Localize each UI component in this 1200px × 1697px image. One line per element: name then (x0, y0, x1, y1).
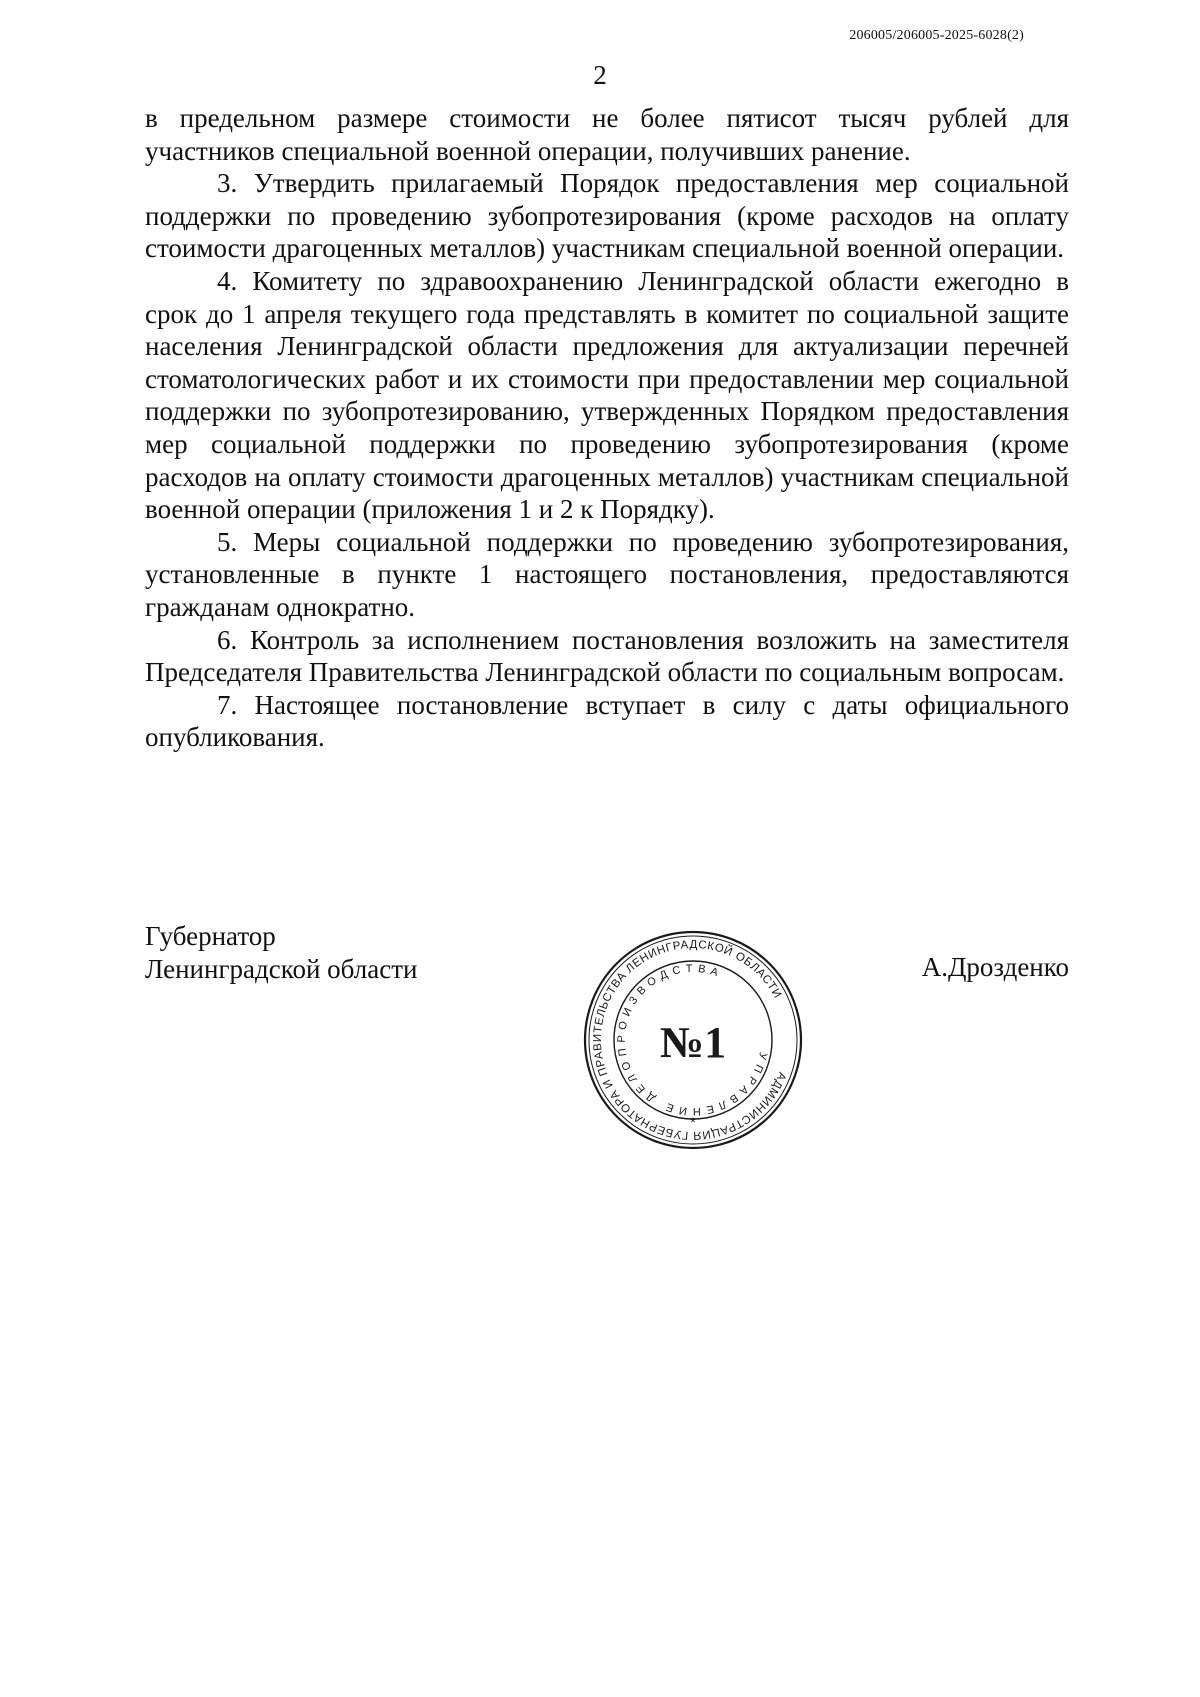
paragraph-3: 3. Утвердить прилагаемый Порядок предоставления мер социальной поддержки по проведению зубопротезирования (кроме расходов на оплату стоимости драгоценных металлов) участникам специальной военной операции. (145, 168, 1069, 264)
signatory-title-line1: Губернатор (145, 921, 276, 951)
seal-number: №1 (659, 1018, 727, 1067)
paragraph-6: 6. Контроль за исполнением постановления возложить на заместителя Председателя Правительства Ленинградской области по социальным вопросам. (145, 624, 1069, 688)
document-number: 206005/206005-2025-6028(2) (849, 28, 1024, 43)
signatory-title (145, 920, 417, 985)
paragraph-7: 7. Настоящее постановление вступает в силу с даты официального опубликования. (145, 689, 1069, 753)
paragraph-5: 5. Меры социальной поддержки по проведению зубопротезирования, установленные в пункте 1 настоящего постановления, предоставляются гражданам однократно. (145, 526, 1069, 622)
official-seal-stamp (582, 929, 804, 1151)
signatory-name: А.Дрозденко (921, 952, 1069, 982)
page-number: 2 (593, 60, 607, 90)
signatory-title-line2: Ленинградской области (145, 953, 418, 984)
seal-star-icon: * (690, 1114, 696, 1130)
paragraph-4: 4. Комитету по здравоохранению Ленинградской области ежегодно в срок до 1 апреля текущего года представлять в комитет по социальной защите населения Ленинградской области предложения для актуализации перечней стоматологических работ и их стоимости при предоставлении мер социальной поддержки по зубопротезированию, утвержденных Порядком предоставления мер социальной поддержки по проведению зубопротезирования (кроме расходов на оплату стоимости драгоценных металлов) участникам специальной военной операции (приложения 1 и 2 к Порядку). (145, 265, 1069, 525)
seal-inner-text: УПРАВЛЕНИЕ ДЕЛОПРОИЗВОДСТВА (615, 962, 769, 1118)
paragraph-continuation: в предельном размере стоимости не более пятисот тысяч рублей для участников специальной военной операции, получивших ранение. (145, 103, 1069, 166)
seal-outer-text: АДМИНИСТРАЦИЯ ГУБЕРНАТОРА И ПРАВИТЕЛЬСТВА ЛЕНИНГРАДСКОЙ ОБЛАСТИ (591, 938, 788, 1142)
document-body (145, 102, 1069, 754)
